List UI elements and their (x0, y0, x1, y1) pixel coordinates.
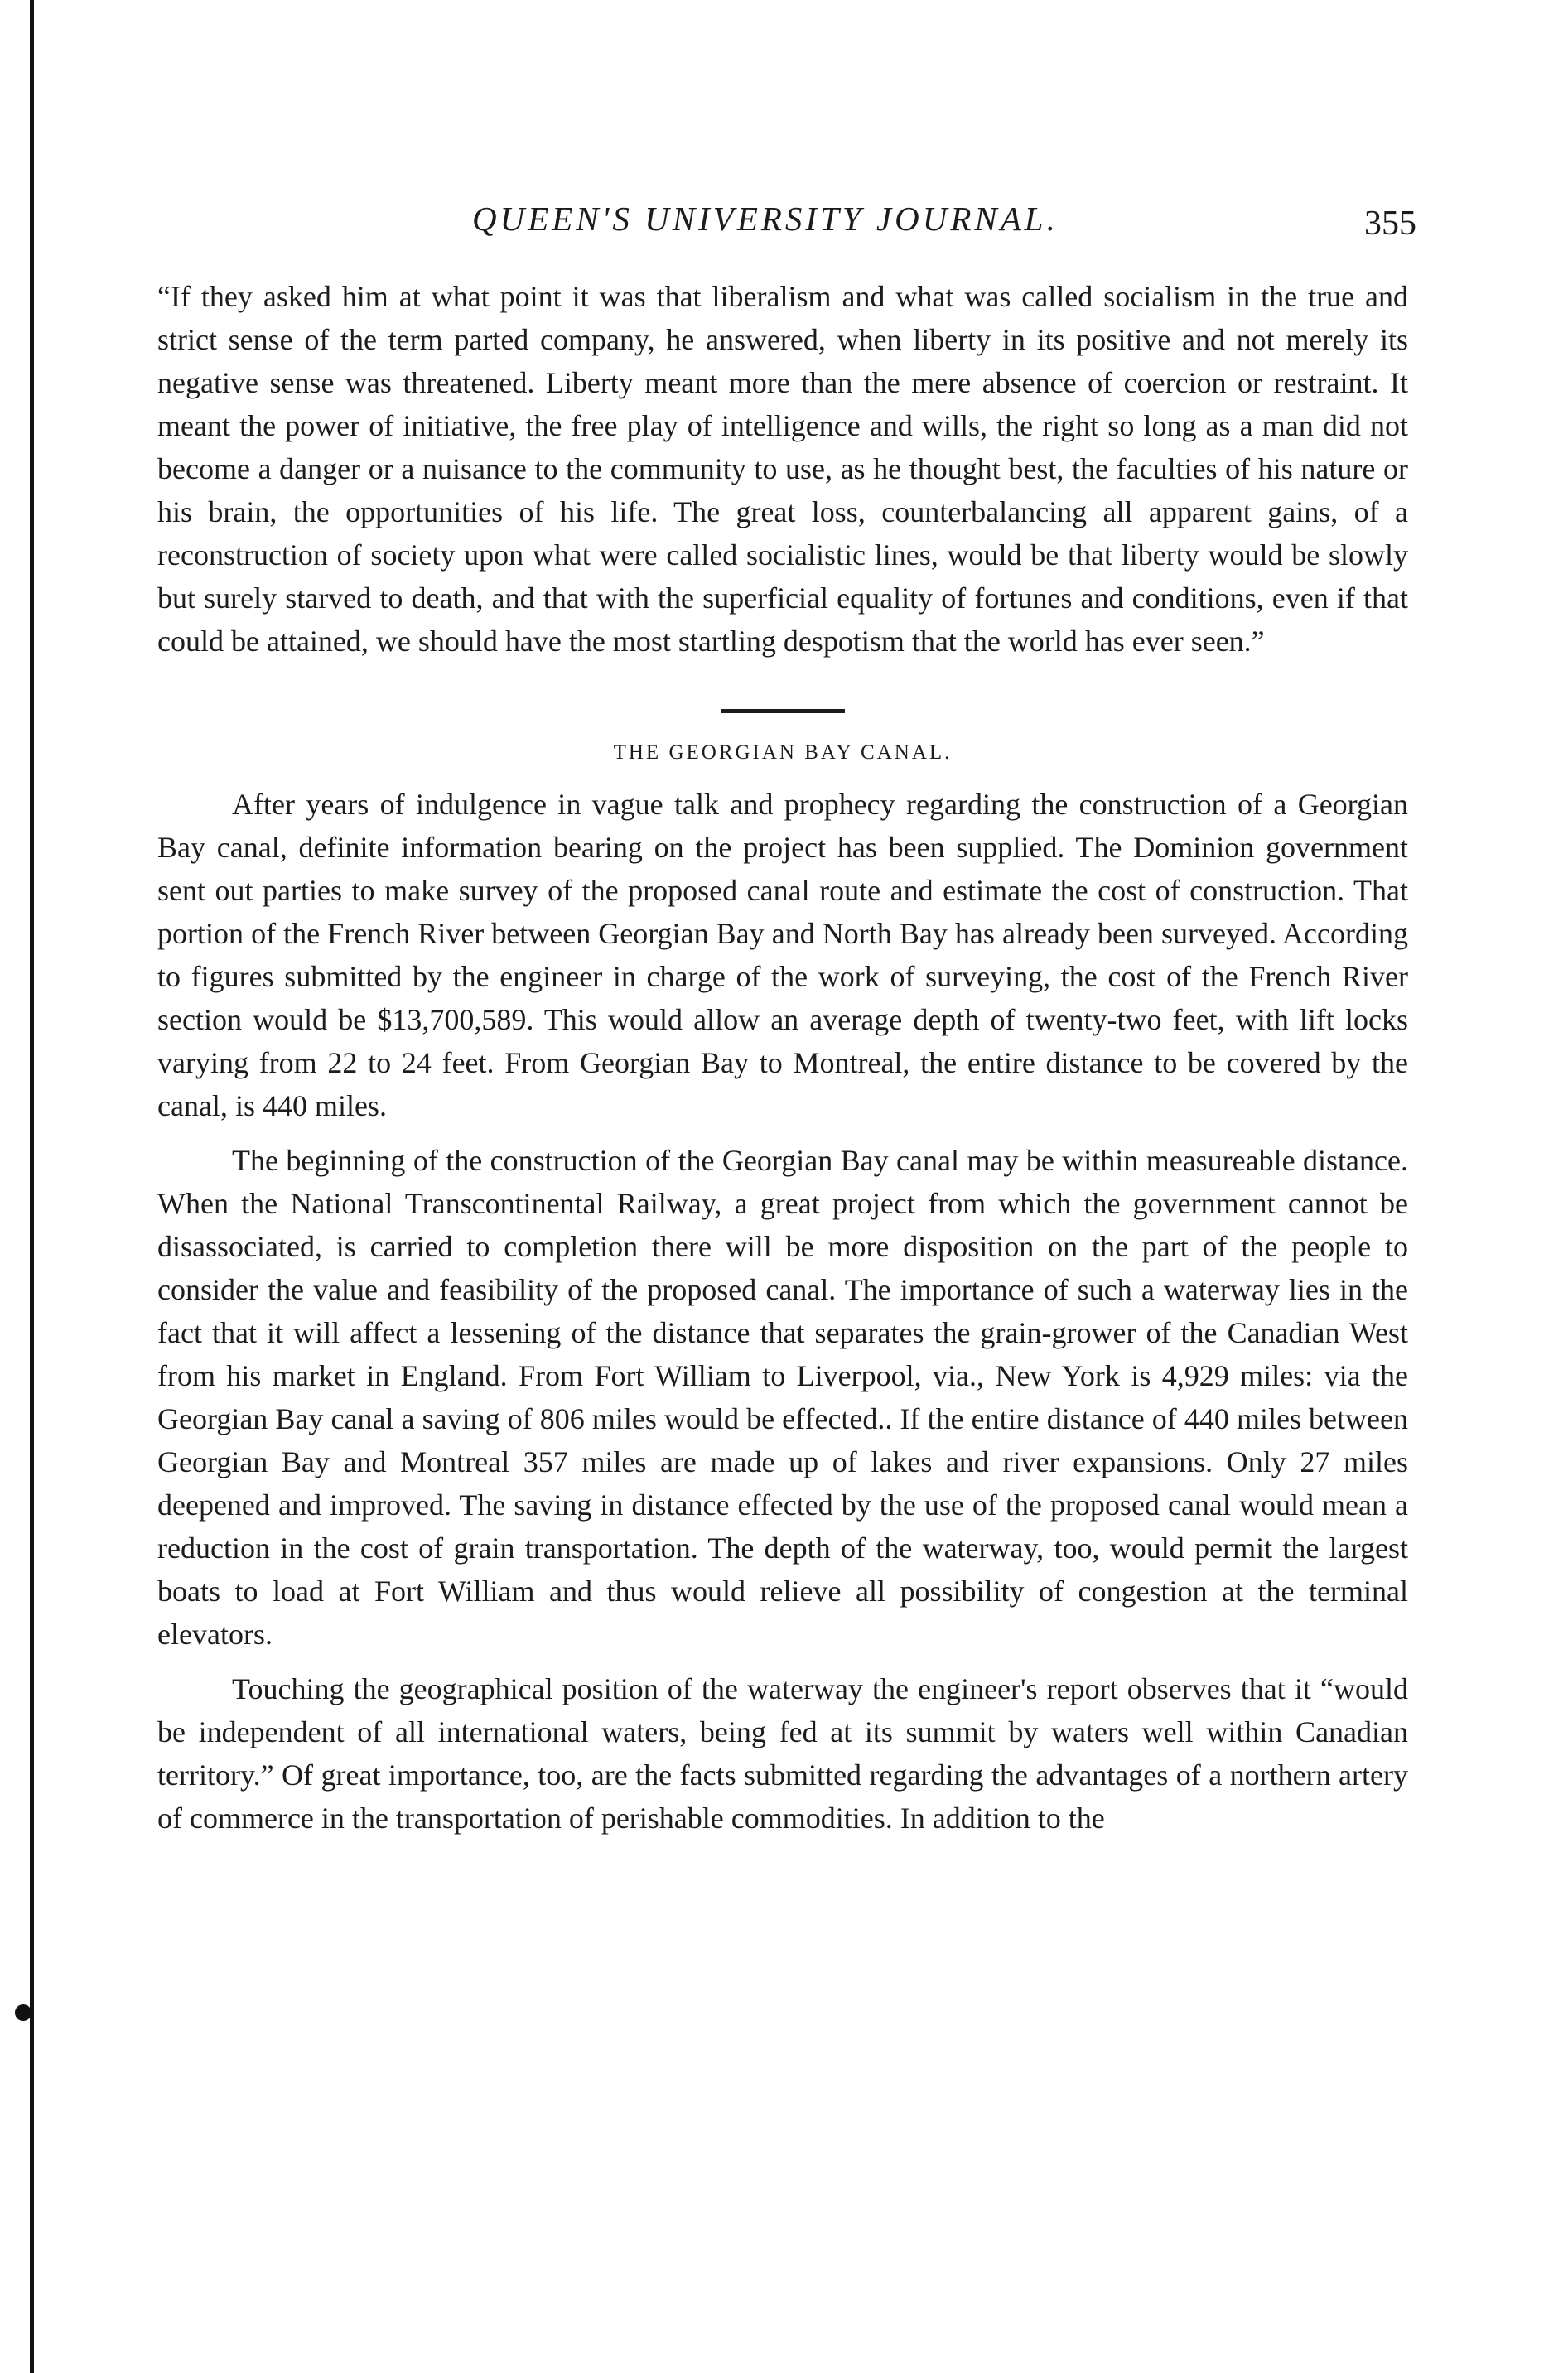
body-paragraph-1: After years of indulgence in vague talk and prophecy regarding the construction of a Georgian Bay canal, definite information bearing on the project has been supplied. The Dominion government sent out parties to make survey of the proposed canal route and estimate the cost of construction. That portion of the French River between Georgian Bay and North Bay has already been surveyed. According to figures submitted by the engineer in charge of the work of surveying, the cost of the French River section would be $13,700,589. This would allow an average depth of twenty-two feet, with lift locks varying from 22 to 24 feet. From Georgian Bay to Montreal, the entire distance to be covered by the canal, is 440 miles. (157, 788, 1408, 1122)
document-page (157, 191, 1416, 1840)
binding-speck (15, 2004, 31, 2021)
journal-title: QUEEN'S UNIVERSITY JOURNAL. (472, 200, 1059, 238)
running-head (157, 191, 1416, 257)
section-divider (721, 709, 845, 713)
body-paragraph-3: Touching the geographical position of the waterway the engineer's report observes that it “would be independent of all international waters, being fed at its summit by waters well within Canadian territory.” Of great importance, too, are the facts submitted regarding the advantages of a northern artery of commerce in the transportation of perishable commodities. In addition to the (157, 1672, 1408, 1835)
body-paragraph-2: The beginning of the construction of the Georgian Bay canal may be within measureable distance. When the National Transcontinental Railway, a great project from which the government cannot be disassociated, is carried to completion there will be more disposition on the part of the people to consider the value and feasibility of the proposed canal. The importance of such a waterway lies in the fact that it will affect a lessening of the distance that separates the grain-grower of the Canadian West from his market in England. From Fort William to Liverpool, via., New York is 4,929 miles: via the Georgian Bay canal a saving of 806 miles would be effected.. If the entire distance of 440 miles between Georgian Bay and Montreal 357 miles are made up of lakes and river expansions. Only 27 miles deepened and improved. The saving in distance effected by the use of the proposed canal would mean a reduction in the cost of grain transportation. The depth of the waterway, too, would permit the largest boats to load at Fort William and thus would relieve all possibility of congestion at the terminal elevators. (157, 1144, 1408, 1651)
section-heading: THE GEORGIAN BAY CANAL. (613, 741, 953, 764)
quote-paragraph: “If they asked him at what point it was that liberalism and what was called socialism in the true and strict sense of the term parted company, he answered, when liberty in its positive and not merely its negative sense was threatened. Liberty meant more than the mere absence of coercion or restraint. It meant the power of initiative, the free play of intelligence and wills, the right so long as a man did not become a danger or a nuisance to the community to use, as he thought best, the faculties of his nature or his brain, the opportunities of his life. The great loss, counterbalancing all apparent gains, of a reconstruction of society upon what were called socialistic lines, would be that liberty would be slowly but surely starved to death, and that with the superficial equality of fortunes and conditions, even if that could be attained, we should have the most startling despotism that the world has ever seen.” (157, 280, 1408, 658)
binding-edge (30, 0, 34, 2373)
page-number: 355 (1364, 205, 1416, 243)
